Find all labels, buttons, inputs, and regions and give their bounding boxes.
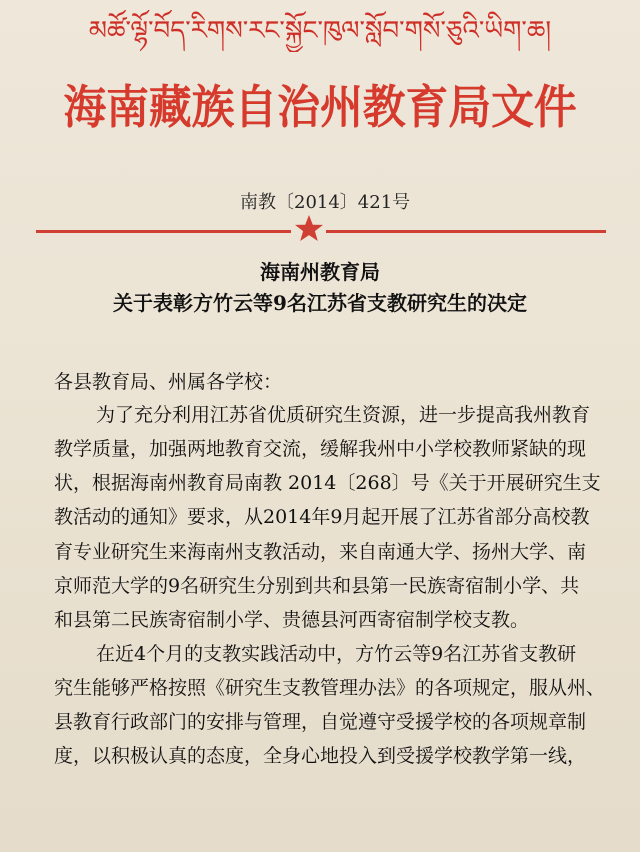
red-rule-left <box>36 230 291 233</box>
tibetan-document-title: མཚོ་ལྷོ་བོད་རིགས་རང་སྐྱོང་ཁུལ་སློབ་གསོ་ཅུའི་ཡིག་ཆ། <box>88 16 552 46</box>
body-line: 和县第二民族寄宿制小学、贵德县河西寄宿制学校支教。 <box>54 609 530 631</box>
body-line: 教活动的通知》要求，从2014年9月起开展了江苏省部分高校教 <box>54 506 590 528</box>
body-line: 在近4个月的支教实践活动中，方竹云等9名江苏省支教研 <box>96 643 577 665</box>
red-star-shape <box>295 215 323 241</box>
chinese-document-title: 海南藏族自治州教育局文件 <box>63 80 577 134</box>
document-number: 南教〔2014〕421号 <box>240 192 411 213</box>
body-line: 度，以积极认真的态度，全身心地投入到受援学校教学第一线， <box>54 745 587 767</box>
body-line: 县教育行政部门的安排与管理，自觉遵守受援学校的各项规章制 <box>54 711 587 733</box>
salutation: 各县教育局、州属各学校： <box>54 371 283 393</box>
issuer-line: 海南州教育局 <box>260 260 380 284</box>
body-line: 状，根据海南州教育局南教 2014〔268〕号《关于开展研究生支 <box>54 472 601 494</box>
body-line: 究生能够严格按照《研究生支教管理办法》的各项规定，服从州、 <box>54 677 606 699</box>
decision-title: 关于表彰方竹云等9名江苏省支教研究生的决定 <box>113 291 527 315</box>
body-line: 教学质量，加强两地教育交流，缓解我州中小学校教师紧缺的现 <box>54 438 587 460</box>
body-line: 京师范大学的9名研究生分别到共和县第一民族寄宿制小学、共 <box>54 575 580 597</box>
red-star-icon <box>294 214 324 244</box>
body-line: 育专业研究生来海南州支教活动，来自南通大学、扬州大学、南 <box>54 541 587 563</box>
red-rule-right <box>326 230 606 233</box>
body-line: 为了充分利用江苏省优质研究生资源，进一步提高我州教育 <box>96 404 591 426</box>
